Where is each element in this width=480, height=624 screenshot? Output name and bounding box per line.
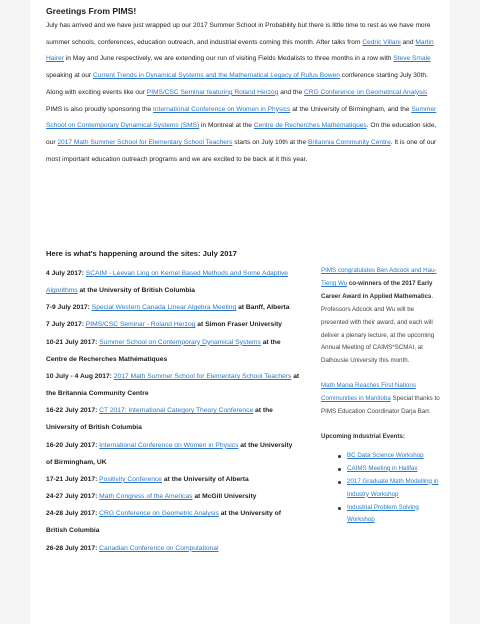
event-item xyxy=(46,488,300,505)
intro-text: conference starting July 30th. Along with exciting events like our xyxy=(46,72,428,96)
industrial-event-item xyxy=(347,463,441,476)
event-link[interactable]: CRG Conference on Geometric Analysis xyxy=(99,510,219,518)
mathmania-news-link[interactable]: Math Mania Reaches First Nations Communities in Manitoba xyxy=(321,382,416,403)
intro-link[interactable]: 2017 Math Summer School for Elementary School Teachers xyxy=(57,138,233,146)
events-list xyxy=(46,265,300,557)
event-location: at Simon Fraser University xyxy=(195,321,283,329)
industrial-event-link[interactable]: BC Data Science Workshop xyxy=(347,451,424,459)
intro-link[interactable]: PIMS/CSC Seminar featuring Roland Herzog xyxy=(146,88,279,96)
sidebar-news-award xyxy=(321,265,441,368)
event-location: at the University of British Columbia xyxy=(77,287,196,295)
industrial-event-link[interactable]: CAIMS Meeting in Halifax xyxy=(347,464,418,472)
sidebar xyxy=(321,265,441,527)
intro-text: speaking at our xyxy=(46,72,93,80)
event-link[interactable]: International Conference on Women in Physics xyxy=(99,441,239,449)
event-item xyxy=(46,334,300,368)
intro-link[interactable]: Britannia Community Centre xyxy=(307,138,391,146)
intro-text: starts on July 10th at the xyxy=(232,138,308,146)
event-item xyxy=(46,316,300,333)
event-date: 24-28 July 2017: xyxy=(46,510,100,518)
intro-link[interactable]: Martin Hairer xyxy=(46,38,434,63)
industrial-event-item xyxy=(347,476,441,502)
intro-text: and the xyxy=(278,88,305,96)
event-location: at the Britannia Community Centre xyxy=(46,372,300,398)
intro-text: in May and June respectively, we are extending our run of visiting Fields Medalists to three months in a row with xyxy=(63,55,394,63)
intro-link[interactable]: Summer School on Contemporary Dynamical Systems (SMS) xyxy=(46,105,437,130)
intro-text: and xyxy=(400,38,416,46)
bullet-icon xyxy=(338,507,341,510)
event-location: at Banff, Alberta xyxy=(236,304,290,312)
event-date: 10 July - 4 Aug 2017: xyxy=(46,372,114,380)
event-date: 4 July 2017: xyxy=(46,270,86,277)
industrial-events-heading: Upcoming Industrial Events: xyxy=(321,432,405,440)
event-location: at the University of British Columbia xyxy=(46,407,273,432)
industrial-events-list xyxy=(321,450,441,527)
intro-text: . It is one of our most important education outreach programs and we are excited to be back at it this year. xyxy=(46,138,437,163)
event-link[interactable]: Positivity Conference xyxy=(99,475,162,483)
award-news-text: . Professors Adcock and Wu will be presented with their award, and each will deliver a plenary lecture, at the upcoming Annual Meeting of CAIMS*SCMAI, at Dalhousie University this month. xyxy=(321,292,435,365)
intro-text: at the University of Birmingham, and the xyxy=(290,105,412,113)
intro-link[interactable]: Centre de Recherches Mathématiques xyxy=(253,122,367,130)
event-item xyxy=(46,368,300,402)
event-link[interactable]: Special Western Canada Linear Algebra Meeting xyxy=(91,304,237,312)
event-date: 10-21 July 2017: xyxy=(46,338,100,346)
intro-text: PIMS is also proudly sponsoring the xyxy=(46,105,154,113)
event-location: at the Centre de Recherches Mathématiques xyxy=(46,338,281,363)
sidebar-news-mathmania xyxy=(321,380,441,419)
intro-text: in Montreal at the xyxy=(199,122,254,130)
event-link[interactable]: 2017 Math Summer School for Elementary School Teachers xyxy=(113,372,292,380)
industrial-event-item xyxy=(347,450,441,463)
event-link[interactable]: CT 2017: International Category Theory Conference xyxy=(99,407,254,415)
award-news-link[interactable]: PIMS congratulates Ben Adcock and Hau-Tieng Wu xyxy=(321,267,437,287)
award-news-bold: co-winners of the 2017 Early Career Award in Applied Mathematics xyxy=(321,279,433,300)
greeting-heading: Greetings From PIMS! xyxy=(46,6,137,16)
mathmania-news-text: Special thanks to PIMS Education Coordinator Darja Barr. xyxy=(321,395,440,416)
industrial-event-item xyxy=(347,502,441,528)
industrial-event-link[interactable]: 2017 Graduate Math Modelling in Industry Workshop xyxy=(347,477,439,498)
event-item xyxy=(46,505,300,539)
bullet-icon xyxy=(338,481,341,484)
event-date: 16-20 July 2017: xyxy=(46,441,100,449)
event-location: at the University of British Columbia xyxy=(46,510,281,535)
event-date: 26-28 July 2017: xyxy=(46,544,100,552)
industrial-event-link[interactable]: Industrial Problem Solving Workshop xyxy=(347,503,419,524)
event-item xyxy=(46,437,300,471)
event-item xyxy=(46,540,300,557)
event-date: 7 July 2017: xyxy=(46,321,86,329)
event-item xyxy=(46,471,300,488)
event-link[interactable]: Canadian Conference on Computational xyxy=(99,544,219,552)
intro-paragraph xyxy=(46,18,438,168)
event-item xyxy=(46,265,300,299)
bullet-icon xyxy=(338,455,341,458)
event-item xyxy=(46,299,300,316)
event-location: at the University of Alberta xyxy=(162,475,249,483)
event-date: 17-21 July 2017: xyxy=(46,475,100,483)
event-link[interactable]: PIMS/CSC Seminar - Roland Herzog xyxy=(85,321,196,329)
event-location: at McGill University xyxy=(192,493,257,501)
bullet-icon xyxy=(338,468,341,471)
intro-link[interactable]: CRG Conference on Geometrical Analysis xyxy=(304,88,428,96)
event-link[interactable]: SCAIM - Leevan Ling on Kernel Based Methods and Some Adaptive Algorithms xyxy=(46,270,289,295)
intro-text: . On the education side, our xyxy=(46,122,437,146)
intro-link[interactable]: International Conference on Women in Physics xyxy=(153,105,291,113)
intro-link[interactable]: Cedric Villani xyxy=(362,38,401,46)
event-date: 7-9 July 2017: xyxy=(46,304,92,312)
event-item xyxy=(46,402,300,436)
newsletter-card xyxy=(30,0,450,624)
event-date: 16-22 July 2017: xyxy=(46,407,100,415)
intro-link[interactable]: Steve Smale xyxy=(393,55,431,63)
event-date: 24-27 July 2017: xyxy=(46,493,100,501)
event-location: at the University of Birmingham, UK xyxy=(46,441,293,466)
intro-link[interactable]: Current Trends in Dynamical Systems and the Mathematical Legacy of Rufus Bowen xyxy=(92,72,340,80)
intro-text: July has arrived and we have just wrapped up our 2017 Summer School in Probability but there is little time to rest as we have more summer schools, conferences, education outreach, and industrial events coming this month. After talks from xyxy=(46,22,431,46)
event-link[interactable]: Summer School on Contemporary Dynamical Systems xyxy=(99,338,261,346)
event-link[interactable]: Math Congress of the Americas xyxy=(99,493,193,501)
sites-heading: Here is what's happening around the sites: July 2017 xyxy=(46,249,237,258)
